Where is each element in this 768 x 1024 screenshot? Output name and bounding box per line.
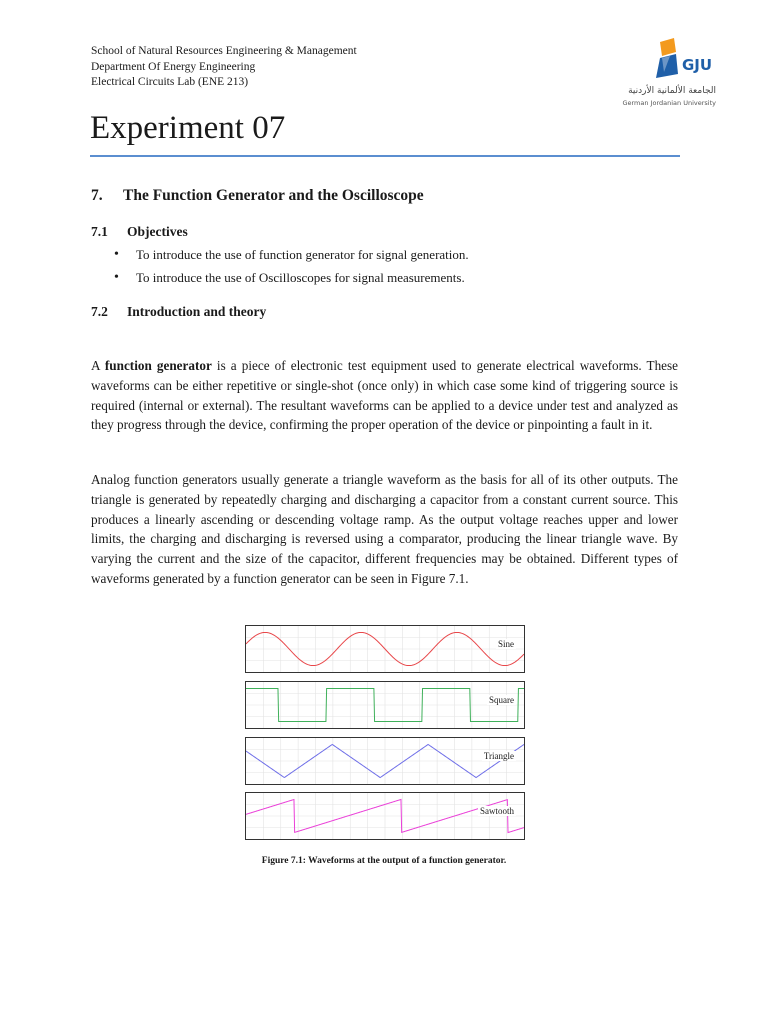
header-department: Department Of Energy Engineering (91, 60, 256, 73)
intro-number: 7.2 (91, 304, 108, 319)
header-school: School of Natural Resources Engineering & Management (91, 45, 357, 57)
intro-paragraph-1 (91, 356, 678, 435)
square-label: Square (489, 695, 514, 705)
p1-rest: is a piece of electronic test equipment used to generate electrical waveforms. These waveforms can be either repetitive or single-shot (once only) in which case some kind of triggering source is required (internal or external). The resultant waveforms can be applied to a device under test and analyzed as they progress through the device, confirming the proper operation of the device or pinpointing a fault in it. (91, 358, 678, 433)
gju-logo (620, 38, 720, 113)
logo-english-name: German Jordanian University (622, 99, 716, 107)
sine-wave-plot (246, 626, 524, 672)
sawtooth-label: Sawtooth (479, 806, 514, 816)
intro-paragraph-2: Analog function generators usually generate a triangle waveform as the basis for all of its other outputs. The triangle is generated by repeatedly charging and discharging a capacitor from a constant current source. This produces a linearly ascending or descending voltage ramp. As the output voltage reaches upper and lower limits, the charging and discharging is reversed using a comparator, producing the linear triangle wave. By varying the current and the size of the capacitor, different frequencies may be obtained. Different types of waveforms generated by a function generator can be seen in Figure 7.1. (91, 472, 678, 586)
experiment-title: Experiment 07 (90, 110, 286, 146)
sawtooth-panel (245, 792, 525, 840)
sine-label: Sine (497, 639, 514, 649)
logo-abbr: GJU (682, 56, 713, 74)
list-item: • To introduce the use of Oscilloscopes for signal measurements. (114, 269, 469, 292)
section-title: The Function Generator and the Oscilloscope (123, 187, 424, 204)
objectives-number: 7.1 (91, 224, 108, 239)
triangle-wave-plot (246, 738, 524, 784)
square-panel (245, 681, 525, 729)
waveform-figure (245, 625, 525, 841)
intro-title: Introduction and theory (127, 304, 267, 319)
logo-arabic-name: الجامعة الألمانية الأردنية (628, 86, 716, 96)
header-course: Electrical Circuits Lab (ENE 213) (91, 76, 249, 88)
objectives-list (114, 246, 469, 292)
objectives-heading (91, 224, 188, 240)
document-header (91, 44, 357, 91)
title-divider (90, 155, 680, 157)
triangle-panel (245, 737, 525, 785)
intro-heading (91, 304, 266, 320)
square-wave-plot (246, 682, 524, 728)
triangle-label: Triangle (483, 751, 514, 761)
objectives-title: Objectives (127, 224, 188, 239)
section-heading (91, 187, 424, 205)
p1-lead: A (91, 358, 105, 373)
sine-panel (245, 625, 525, 673)
sawtooth-wave-plot (246, 793, 524, 839)
section-number: 7. (91, 187, 103, 204)
p1-bold-term: function generator (104, 358, 212, 373)
figure-caption: Figure 7.1: Waveforms at the output of a function generator. (261, 856, 507, 866)
list-item: • To introduce the use of function generator for signal generation. (114, 246, 469, 269)
